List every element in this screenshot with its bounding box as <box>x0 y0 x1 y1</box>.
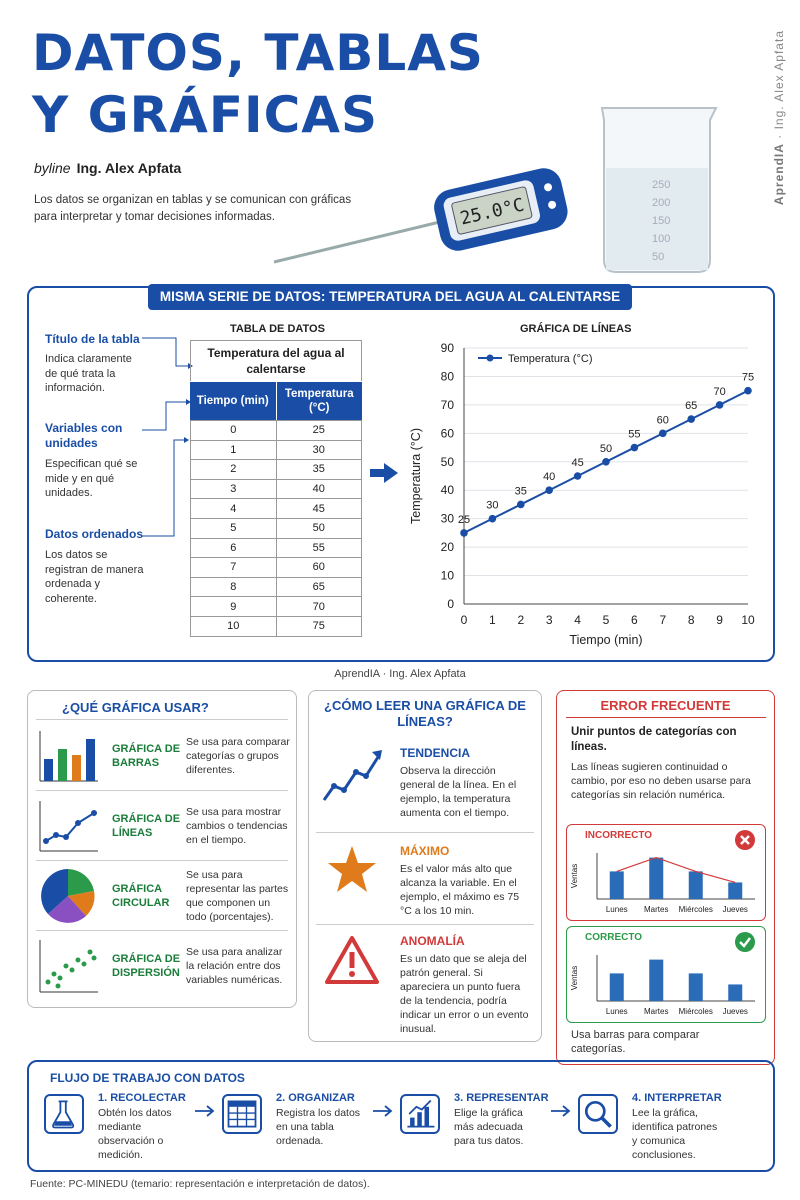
y-axis-label: Temperatura (°C) <box>409 428 423 524</box>
beaker-illustration <box>588 100 728 280</box>
byline-label: byline <box>34 160 71 176</box>
label-desc: Especifican qué se mide y en qué unidades. <box>45 458 138 499</box>
y-tick-label: 10 <box>440 568 454 583</box>
cell-time: 8 <box>191 577 277 597</box>
how-to-read-heading: ¿CÓMO LEER UNA GRÁFICA DE LÍNEAS? <box>324 698 526 729</box>
x-tick-label: 9 <box>716 613 723 627</box>
data-label: 40 <box>543 471 556 484</box>
beaker-mark-200: 200 <box>652 197 671 209</box>
mini-x-label: Miércoles <box>678 905 713 914</box>
which-chart-heading: ¿QUÉ GRÁFICA USAR? <box>62 700 209 715</box>
column-header-time: Tiempo (min) <box>190 382 277 420</box>
read-item-anomaly <box>320 930 532 1036</box>
step-icon-frame <box>44 1094 84 1134</box>
correct-chart <box>569 949 763 1021</box>
data-point <box>744 387 752 395</box>
label-connector-arrows <box>140 330 195 560</box>
which-item-pie <box>38 864 291 928</box>
mini-bar <box>649 960 663 1001</box>
mini-y-label: Ventas <box>570 863 579 889</box>
warning-icon <box>324 934 380 986</box>
beaker-mark-100: 100 <box>652 233 671 245</box>
arrow-right-icon <box>194 1104 216 1118</box>
y-tick-label: 0 <box>447 597 454 611</box>
x-tick-label: 6 <box>631 613 638 627</box>
y-tick-label: 70 <box>440 397 454 412</box>
data-point <box>574 472 582 480</box>
error-desc: Las líneas sugieren continuidad o cambio, por eso no deben usarse para categorías sin relación numérica. <box>571 761 751 801</box>
beaker-mark-50: 50 <box>652 251 665 263</box>
cell-time: 6 <box>191 538 277 558</box>
data-label: 25 <box>457 513 471 526</box>
table-row <box>191 577 362 597</box>
workflow-heading: FLUJO DE TRABAJO CON DATOS <box>50 1071 245 1085</box>
x-tick-label: 4 <box>574 613 581 627</box>
table-row <box>191 499 362 519</box>
thermo-reading: 25.0°C <box>458 194 527 230</box>
legend-label: Temperatura (°C) <box>508 353 593 365</box>
chart-heading: GRÁFICA DE LÍNEAS <box>520 323 632 335</box>
table-row <box>191 597 362 617</box>
data-point <box>687 415 695 423</box>
arrow-right-icon <box>372 1104 394 1118</box>
cell-time: 10 <box>191 616 277 636</box>
data-label: 75 <box>741 371 755 384</box>
y-tick-label: 60 <box>440 426 454 441</box>
read-item-title: TENDENCIA <box>400 746 471 760</box>
step-title: 2. ORGANIZAR <box>276 1092 355 1104</box>
mini-bar <box>689 973 703 1001</box>
mid-footer: AprendIA · Ing. Alex Apfata <box>334 668 466 680</box>
read-item-title: MÁXIMO <box>400 844 450 858</box>
thermometer-illustration <box>268 160 578 275</box>
cell-temperature: 30 <box>276 440 362 460</box>
intro-text: Los datos se organizan en tablas y se comunican con gráficas para interpretar y tomar decisiones informadas. <box>34 194 352 223</box>
magnifier-icon <box>580 1096 616 1132</box>
table-row <box>191 460 362 480</box>
column-header-temperature: Temperatura (°C) <box>284 388 354 414</box>
chart-type-desc: Se usa para comparar categorías o grupos diferentes. <box>186 736 290 776</box>
step-desc: Lee la gráfica, identifica patrones y comunica conclusiones. <box>632 1107 718 1161</box>
y-tick-label: 80 <box>440 369 454 384</box>
line-chart <box>400 332 770 652</box>
step-desc: Registra los datos en una tabla ordenada. <box>276 1107 361 1147</box>
table-row <box>191 518 362 538</box>
byline-name: Ing. Alex Apfata <box>76 160 182 176</box>
which-item-bar <box>38 724 291 788</box>
star-icon <box>326 844 378 896</box>
title-line-1: DATOS, TABLAS <box>32 24 484 82</box>
chart-type-desc: Se usa para mostrar cambios o tendencias en el tiempo. <box>186 806 288 846</box>
beaker-mark-250: 250 <box>652 179 671 191</box>
chart-type-name: GRÁFICA CIRCULAR <box>112 883 170 909</box>
chart-type-desc: Se usa para analizar la relación entre dos variables numéricas. <box>186 946 283 986</box>
label-title: Título de la tabla <box>45 332 140 346</box>
x-tick-label: 0 <box>460 613 468 627</box>
x-tick-label: 8 <box>687 613 695 627</box>
cell-temperature: 25 <box>276 421 362 441</box>
data-label: 60 <box>656 414 669 427</box>
read-item-max <box>320 840 532 924</box>
y-tick-label: 50 <box>440 454 454 469</box>
mini-bar <box>689 871 703 899</box>
table-row <box>191 538 362 558</box>
mini-x-label: Miércoles <box>678 1007 713 1016</box>
incorrect-connecting-line <box>617 858 736 883</box>
byline <box>34 160 181 176</box>
read-item-trend <box>320 742 532 826</box>
y-tick-label: 30 <box>440 511 454 526</box>
correct-example <box>566 926 766 1023</box>
mini-bar <box>610 973 624 1001</box>
line-chart-icon <box>38 799 100 853</box>
read-item-desc: Observa la dirección general de la línea. En el ejemplo, la temperatura aumenta con el tiempo. <box>400 765 517 819</box>
y-tick-label: 40 <box>440 483 454 498</box>
error-bold-text: Unir puntos de categorías con líneas. <box>571 726 737 753</box>
vertical-brand-author: · Ing. Alex Apfata <box>772 30 786 139</box>
x-tick-label: 2 <box>517 613 525 627</box>
flask-icon <box>46 1096 82 1132</box>
data-point <box>602 458 610 466</box>
scatter-chart-icon <box>38 938 100 994</box>
cell-temperature: 65 <box>276 577 362 597</box>
y-tick-label: 90 <box>440 341 454 355</box>
data-point <box>517 501 525 509</box>
table-row <box>191 558 362 578</box>
step-desc: Elige la gráfica más adecuada para tus datos. <box>454 1107 524 1147</box>
beaker-mark-150: 150 <box>652 215 671 227</box>
mini-x-label: Martes <box>644 1007 669 1016</box>
table-row <box>191 479 362 499</box>
step-desc: Obtén los datos mediante observación o medición. <box>98 1107 172 1161</box>
data-point <box>460 529 468 537</box>
x-tick-label: 10 <box>741 613 755 627</box>
mini-bar <box>610 871 624 899</box>
cell-temperature: 45 <box>276 499 362 519</box>
step-title: 3. REPRESENTAR <box>454 1092 549 1104</box>
cell-time: 5 <box>191 518 277 538</box>
cell-temperature: 75 <box>276 616 362 636</box>
cell-time: 2 <box>191 460 277 480</box>
vertical-brand-name: AprendIA <box>772 143 786 206</box>
step-icon-frame <box>222 1094 262 1134</box>
label-table-title <box>45 332 145 396</box>
x-tick-label: 5 <box>602 613 610 627</box>
y-tick-label: 20 <box>440 540 454 555</box>
data-label: 70 <box>713 385 726 398</box>
data-label: 45 <box>571 457 584 469</box>
cell-temperature: 40 <box>276 479 362 499</box>
table-row <box>191 421 362 441</box>
mini-x-label: Lunes <box>605 1007 628 1016</box>
x-tick-label: 1 <box>489 613 496 627</box>
error-footer: Usa barras para comparar categorías. <box>571 1029 700 1055</box>
correct-label: CORRECTO <box>585 932 643 943</box>
cell-temperature: 55 <box>276 538 362 558</box>
mini-bar <box>728 984 742 1001</box>
x-tick-label: 3 <box>545 613 553 627</box>
table-icon <box>224 1096 260 1132</box>
cell-temperature: 50 <box>276 518 362 538</box>
label-title: Datos ordenados <box>45 527 144 541</box>
data-point <box>545 486 553 494</box>
legend-marker <box>487 355 494 362</box>
table-heading: TABLA DE DATOS <box>230 323 325 335</box>
label-desc: Los datos se registran de manera ordenada y coherente. <box>45 549 144 605</box>
data-table <box>190 420 362 637</box>
mini-x-label: Jueves <box>722 905 748 914</box>
cell-temperature: 60 <box>276 558 362 578</box>
mini-bar <box>649 858 663 899</box>
read-item-desc: Es el valor más alto que alcanza la variable. En el ejemplo, el máximo es 75 °C a los 10 min. <box>400 863 520 917</box>
mini-y-label: Ventas <box>570 965 579 991</box>
mini-x-label: Lunes <box>605 905 628 914</box>
cell-time: 9 <box>191 597 277 617</box>
table-row <box>191 440 362 460</box>
data-label: 65 <box>685 400 698 413</box>
data-point <box>716 401 724 409</box>
step-icon-frame <box>400 1094 440 1134</box>
mini-x-label: Jueves <box>722 1007 748 1016</box>
which-item-scatter <box>38 934 291 998</box>
error-heading: ERROR FRECUENTE <box>600 698 731 713</box>
trend-icon <box>320 746 386 806</box>
data-point <box>659 430 667 438</box>
x-axis-label: Tiempo (min) <box>569 633 643 647</box>
table-row <box>191 616 362 636</box>
data-label: 50 <box>599 442 613 455</box>
arrow-right-icon <box>370 462 400 484</box>
mini-bar <box>728 882 742 899</box>
cell-time: 0 <box>191 421 277 441</box>
read-item-title: ANOMALÍA <box>400 934 465 948</box>
data-label: 30 <box>486 499 499 512</box>
chart-type-name: GRÁFICA DE BARRAS <box>112 743 181 769</box>
cell-time: 1 <box>191 440 277 460</box>
x-tick-label: 7 <box>659 613 667 627</box>
data-point <box>631 444 639 452</box>
page-title <box>32 22 484 146</box>
read-item-desc: Es un dato que se aleja del patrón general. Si apareciera un punto fuera de la tendencia, podría indicar un error o un evento inusual. <box>400 953 529 1035</box>
data-point <box>489 515 497 523</box>
data-panel-heading: MISMA SERIE DE DATOS: TEMPERATURA DEL AGUA AL CALENTARSE <box>148 284 632 310</box>
chart-type-name: GRÁFICA DE LÍNEAS <box>112 813 181 839</box>
cell-time: 7 <box>191 558 277 578</box>
data-label: 55 <box>628 428 641 441</box>
cell-temperature: 35 <box>276 460 362 480</box>
chart-type-name: GRÁFICA DE DISPERSIÓN <box>112 953 181 979</box>
arrow-right-icon <box>550 1104 572 1118</box>
incorrect-label: INCORRECTO <box>585 830 653 841</box>
step-title: 1. RECOLECTAR <box>98 1092 186 1104</box>
incorrect-chart <box>569 847 763 919</box>
label-variables <box>45 421 145 501</box>
chart-type-desc: Se usa para representar las partes que componen un todo (porcentajes). <box>186 869 289 923</box>
cell-time: 4 <box>191 499 277 519</box>
incorrect-example <box>566 824 766 921</box>
data-label: 35 <box>514 485 527 498</box>
chart-icon <box>402 1096 438 1132</box>
cell-temperature: 70 <box>276 597 362 617</box>
pie-chart-icon <box>38 867 100 925</box>
label-desc: Indica claramente de qué trata la información. <box>45 353 132 394</box>
which-item-line <box>38 794 291 858</box>
table-title: Temperatura del agua al calentarse <box>190 340 362 381</box>
step-icon-frame <box>578 1094 618 1134</box>
step-title: 4. INTERPRETAR <box>632 1092 722 1104</box>
source-note: Fuente: PC-MINEDU (temario: representación e interpretación de datos). <box>30 1178 370 1190</box>
table-header-row <box>190 382 362 420</box>
mini-x-label: Martes <box>644 905 669 914</box>
cell-time: 3 <box>191 479 277 499</box>
bar-chart-icon <box>38 729 100 783</box>
title-line-2: Y GRÁFICAS <box>32 86 379 144</box>
label-title: Variables con unidades <box>45 421 123 450</box>
vertical-brand <box>772 30 786 205</box>
label-ordered-data <box>45 527 145 606</box>
